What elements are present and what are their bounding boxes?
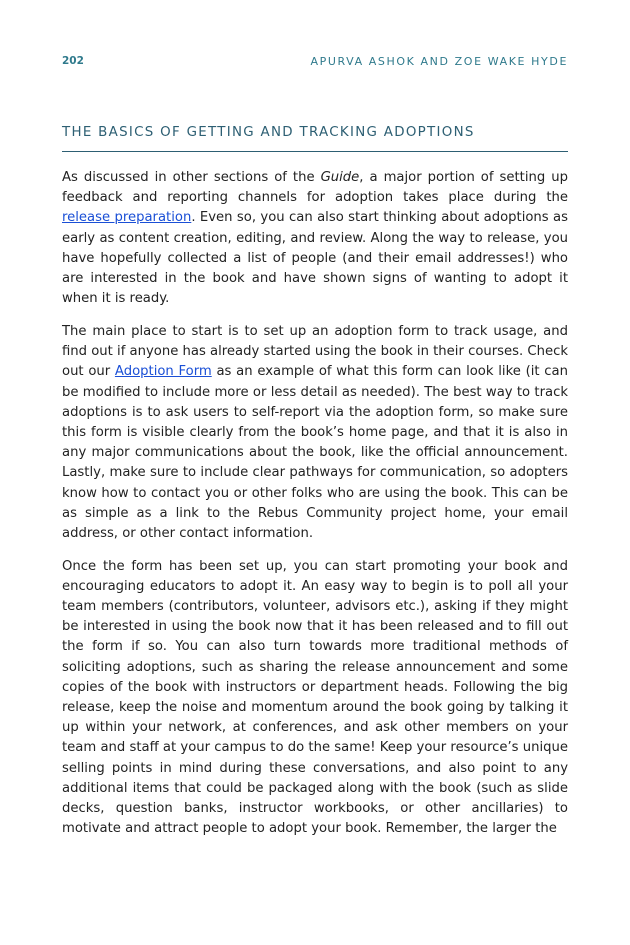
paragraph-2-text-a: The main place to start is to set up an adoption form to track usage, and find out if anyone has already started using the book in their courses. Check out our — [62, 323, 568, 380]
guide-emphasis: Guide — [320, 170, 360, 185]
adoption-form-link[interactable]: Adoption Form — [114, 364, 212, 380]
body-text — [62, 168, 568, 852]
running-head — [62, 55, 568, 71]
paragraph-2-text-b: as an example of what this form can look like (it can be modified to include more or less detail as needed). The best way to track adoptions is to ask users to self-report via the adoption form, so make sure this form is visible clearly from the book’s home page, and that it is also in any major communications about the book, like the official announcement. Lastly, make sure to include clear pathways for communication, so adopters know how to contact you or other folks who are using the book. This can be as simple as a link to the Rebus Community project home, your email address, or other contact information. — [62, 364, 568, 541]
paragraph-1-text-a: As discussed in other sections of the — [62, 170, 321, 185]
paragraph-1-text-b: , a major portion of setting up feedback and reporting channels for adoption takes place during the — [62, 170, 568, 206]
section-title-rule — [62, 151, 568, 152]
paragraph-1-text-c: . Even so, you can also start thinking about adoptions as early as content creation, editing, and review. Along the way to release, you have hopefully collected a list of people (and their email addresses!) who are interested in the book and have shown signs of wanting to adopt it when it is ready. — [62, 210, 568, 307]
running-title: APURVA ASHOK AND ZOE WAKE HYDE — [310, 55, 568, 68]
release-preparation-link[interactable]: release preparation — [62, 210, 192, 226]
paragraph-2 — [62, 322, 568, 544]
page-number: 202 — [62, 55, 84, 67]
section-title: THE BASICS OF GETTING AND TRACKING ADOPTIONS — [62, 125, 475, 140]
paragraph-1 — [62, 168, 568, 309]
paragraph-3: Once the form has been set up, you can start promoting your book and encouraging educators to adopt it. An easy way to begin is to poll all your team members (contributors, volunteer, advisors etc.), asking if they might be interested in using the book now that it has been released and to fill out the form if so. You can also turn towards more traditional methods of soliciting adoptions, such as sharing the release announcement and some copies of the book with instructors or department heads. Following the big release, keep the noise and momentum around the book going by talking it up within your network, at conferences, and ask other members on your team and staff at your campus to do the same! Keep your resource’s unique selling points in mind during these conversations, and also point to any additional items that could be packaged along with the book (such as slide decks, question banks, instructor workbooks, or other ancillaries) to motivate and attract people to adopt your book. Remember, the larger the — [62, 558, 568, 837]
